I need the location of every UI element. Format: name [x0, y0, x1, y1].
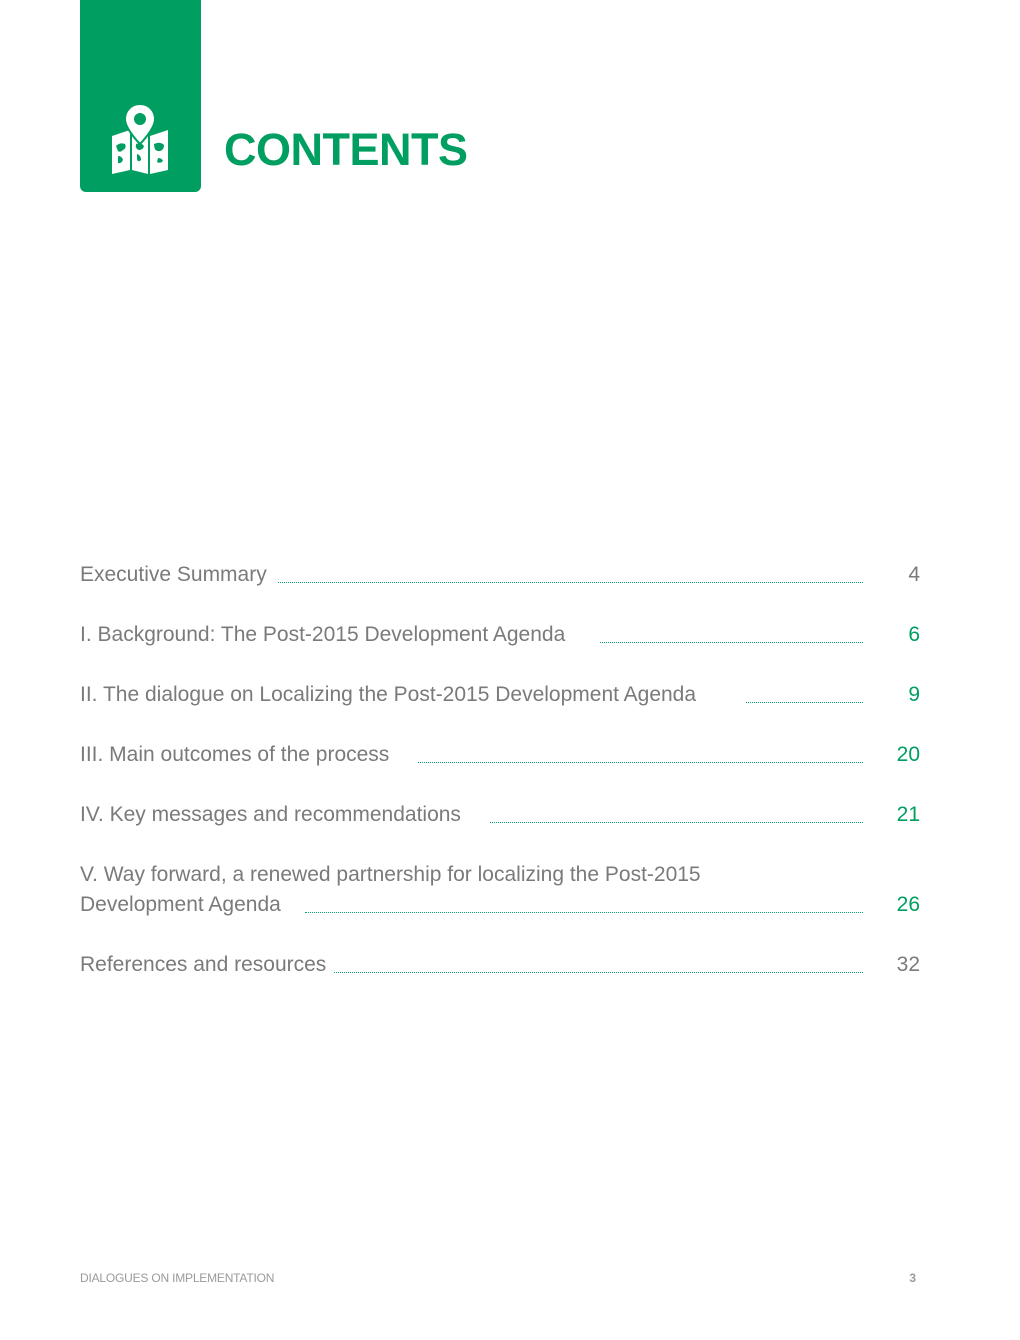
toc-entry-label: References and resources: [80, 950, 334, 980]
dotted-leader: [490, 822, 863, 823]
dotted-leader: [278, 582, 863, 583]
toc-entry-dialogue[interactable]: [80, 680, 920, 710]
toc-entry-way-forward[interactable]: [80, 860, 920, 920]
toc-entry-page: 26: [896, 893, 920, 916]
toc-entry-executive-summary[interactable]: [80, 560, 920, 590]
page-title: CONTENTS: [224, 124, 468, 175]
toc-entry-main-outcomes[interactable]: [80, 740, 920, 770]
dotted-leader: [418, 762, 863, 763]
toc-entry-label: Executive Summary: [80, 560, 275, 590]
toc-entry-background[interactable]: [80, 620, 920, 650]
toc-entry-page: 4: [908, 563, 920, 586]
dotted-leader: [600, 642, 863, 643]
toc-entry-page: 21: [896, 803, 920, 826]
dotted-leader: [746, 702, 863, 703]
toc-entry-page: 20: [896, 743, 920, 766]
toc-entry-references[interactable]: [80, 950, 920, 980]
dotted-leader: [305, 912, 863, 913]
toc-entry-label: III. Main outcomes of the process: [80, 740, 397, 770]
footer-page-number: 3: [909, 1271, 916, 1285]
dotted-leader: [330, 972, 863, 973]
toc-entry-label-line2: Development Agenda: [80, 890, 289, 920]
toc-entry-page: 9: [908, 683, 920, 706]
toc-entry-page: 6: [908, 623, 920, 646]
toc-entry-page: 32: [896, 953, 920, 976]
toc-entry-label: IV. Key messages and recommendations: [80, 800, 469, 830]
toc-entry-label-line1: V. Way forward, a renewed partnership for localizing the Post-2015: [80, 863, 701, 886]
footer-publication-title: DIALOGUES ON IMPLEMENTATION: [80, 1271, 275, 1285]
toc-entry-label: II. The dialogue on Localizing the Post-2015 Development Agenda: [80, 680, 704, 710]
toc-entry-label: I. Background: The Post-2015 Development Agenda: [80, 620, 573, 650]
table-of-contents: [80, 0, 920, 1340]
toc-entry-key-messages[interactable]: [80, 800, 920, 830]
